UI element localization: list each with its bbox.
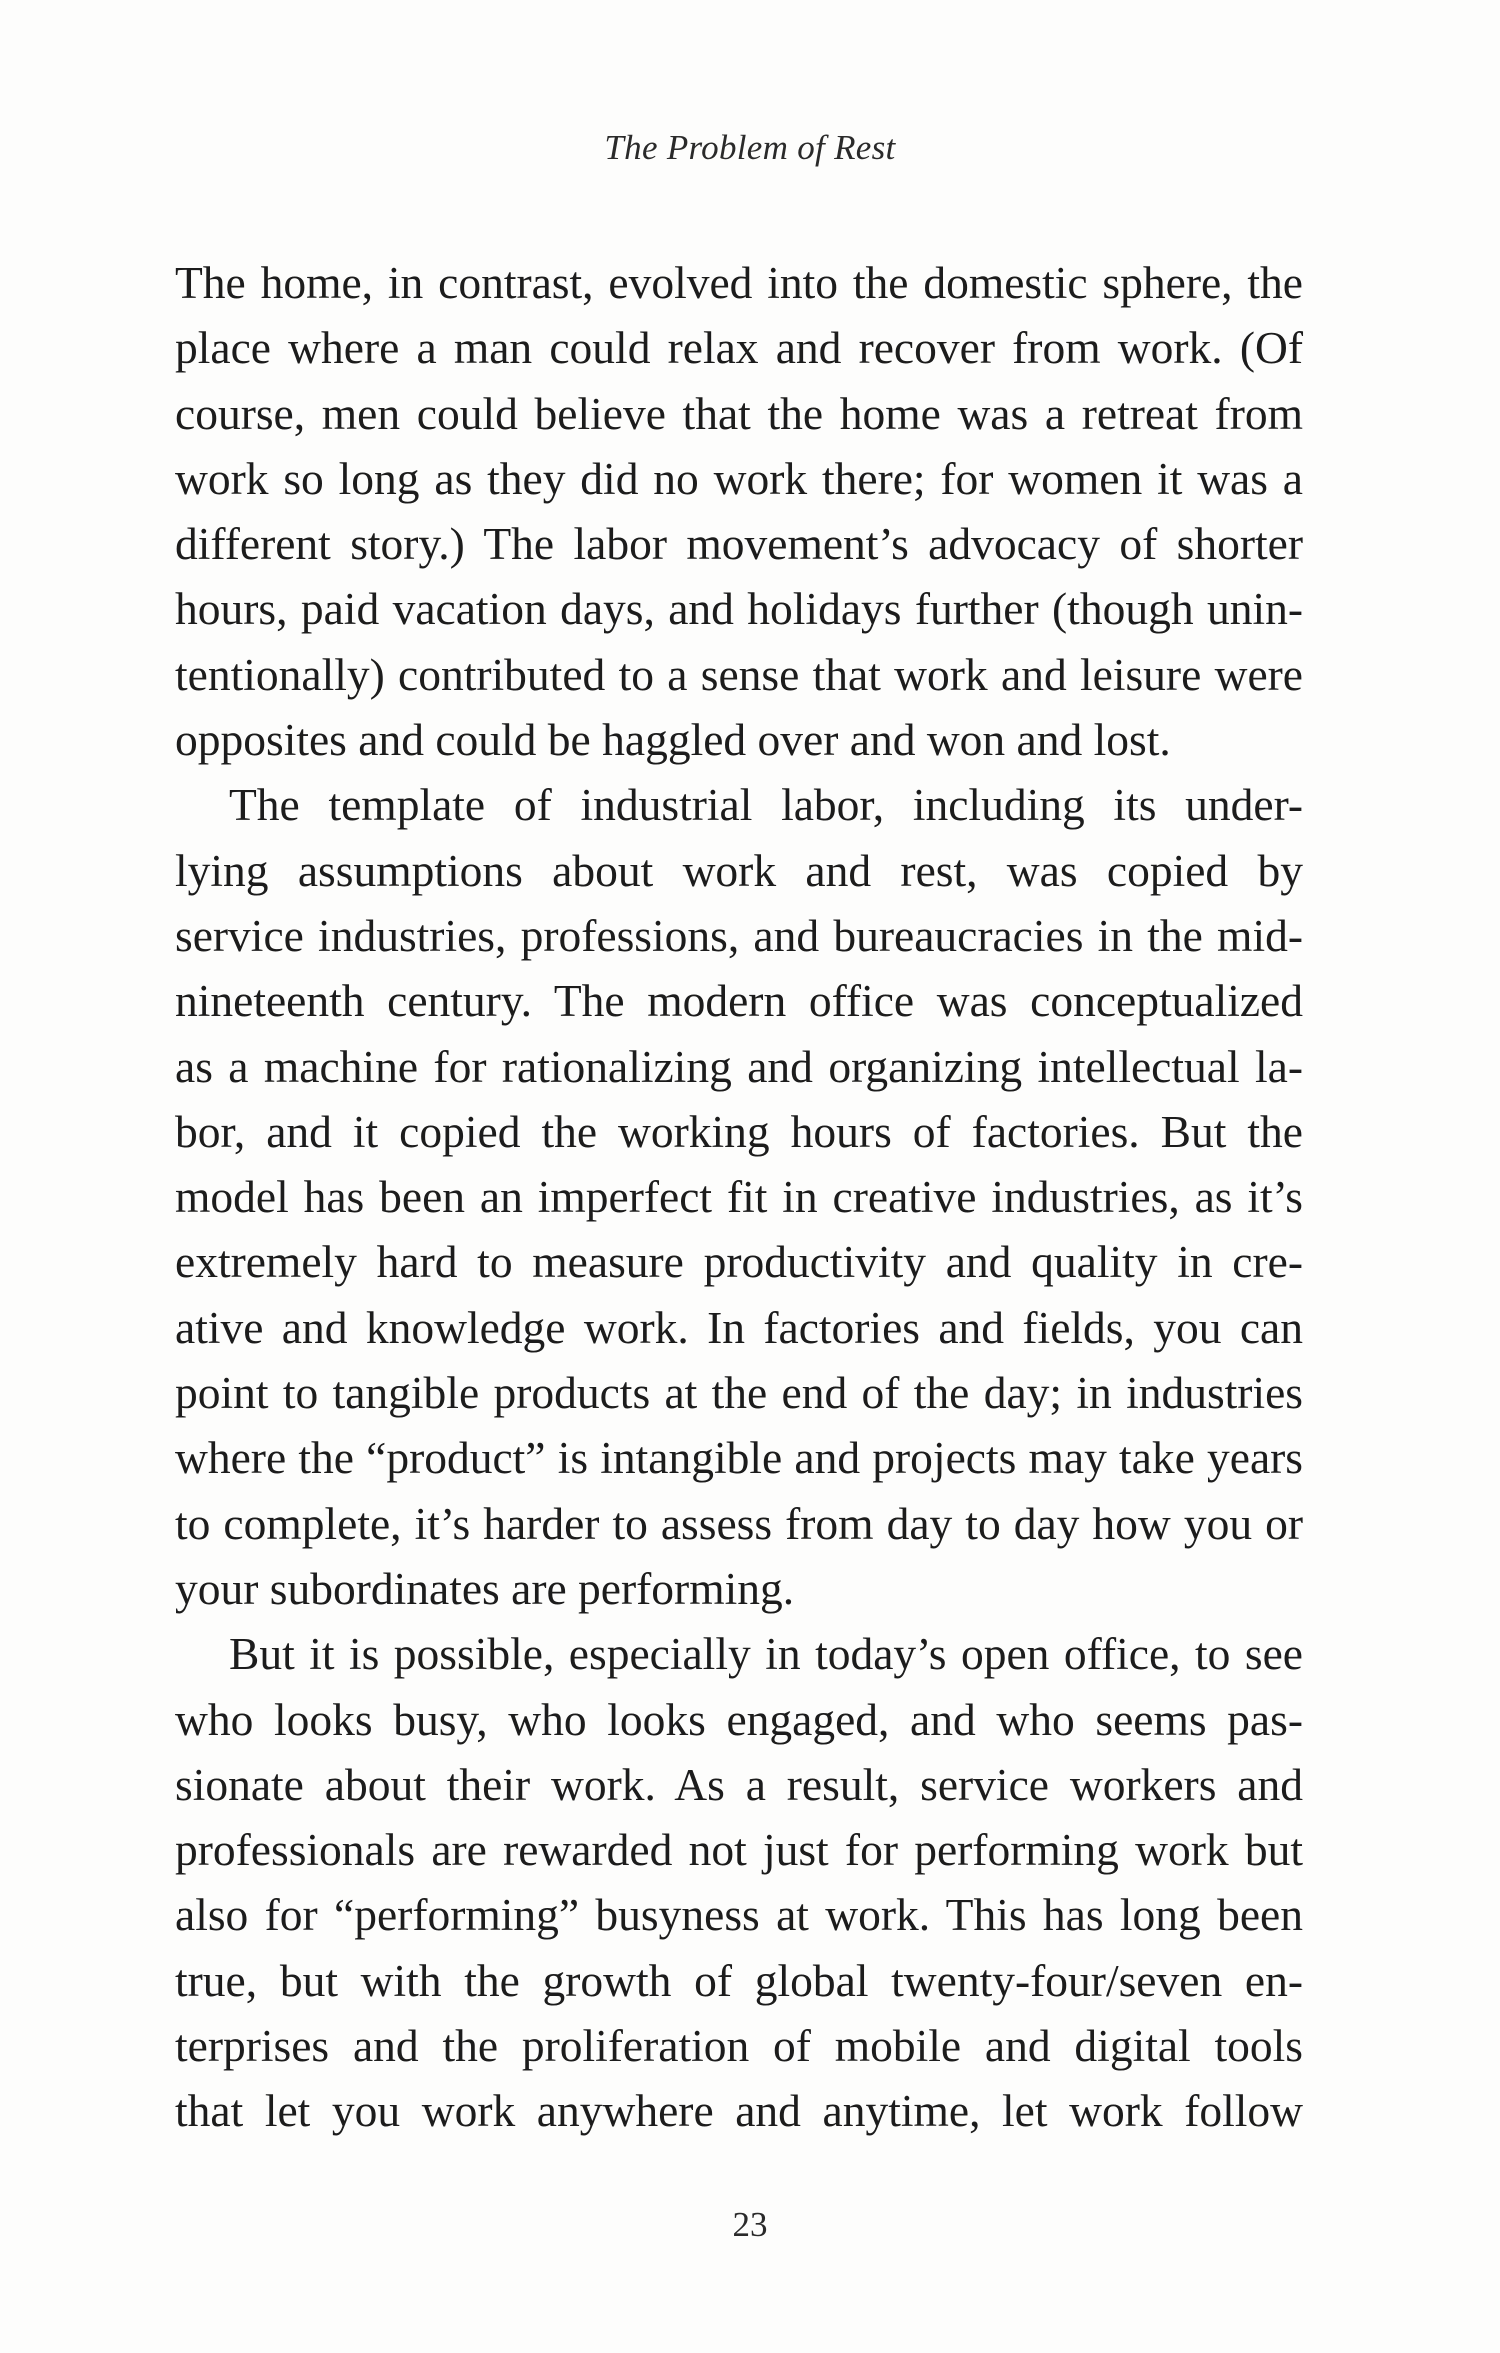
- text-line: hours, paid vacation days, and holidays further (though unin-: [175, 583, 1303, 635]
- text-line: The template of industrial labor, including its under-: [229, 779, 1303, 831]
- text-line: sionate about their work. As a result, service workers and: [175, 1758, 1303, 1810]
- text-line: also for “performing” busyness at work. This has long been: [175, 1889, 1303, 1941]
- text-line: nineteenth century. The modern office was conceptualized: [175, 975, 1303, 1027]
- text-line: But it is possible, especially in today’s open office, to see: [229, 1628, 1303, 1680]
- text-line: to complete, it’s harder to assess from day to day how you or: [175, 1497, 1303, 1549]
- text-line: extremely hard to measure productivity and quality in cre-: [175, 1236, 1303, 1288]
- paragraph-1: [175, 250, 1303, 772]
- running-head: The Problem of Rest: [604, 128, 896, 167]
- page-number: 23: [732, 2205, 768, 2244]
- text-line: place where a man could relax and recover from work. (Of: [175, 322, 1303, 374]
- text-line: ative and knowledge work. In factories and fields, you can: [175, 1301, 1303, 1353]
- paragraph-3: [175, 1621, 1303, 2143]
- text-line: true, but with the growth of global twenty-four/seven en-: [175, 1954, 1303, 2006]
- text-line: where the “product” is intangible and projects may take years: [175, 1432, 1303, 1484]
- text-line: your subordinates are performing.: [175, 1562, 795, 1614]
- text-line: model has been an imperfect fit in creative industries, as it’s: [175, 1171, 1303, 1223]
- text-line: bor, and it copied the working hours of factories. But the: [175, 1105, 1303, 1157]
- text-line: terprises and the proliferation of mobile and digital tools: [175, 2020, 1303, 2072]
- text-line: work so long as they did no work there; for women it was a: [175, 452, 1303, 504]
- text-line: lying assumptions about work and rest, was copied by: [175, 844, 1303, 896]
- text-line: that let you work anywhere and anytime, let work follow: [175, 2085, 1303, 2137]
- text-line: point to tangible products at the end of the day; in industries: [175, 1367, 1303, 1419]
- text-line: who looks busy, who looks engaged, and who seems pas-: [175, 1693, 1303, 1745]
- body-text: [175, 250, 1303, 2144]
- text-line: professionals are rewarded not just for performing work but: [175, 1824, 1303, 1876]
- paragraph-2: [175, 772, 1303, 1621]
- text-line: as a machine for rationalizing and organizing intellectual la-: [175, 1040, 1303, 1092]
- text-line: course, men could believe that the home was a retreat from: [175, 387, 1303, 439]
- text-line: different story.) The labor movement’s advocacy of shorter: [175, 518, 1303, 570]
- text-line: opposites and could be haggled over and won and lost.: [175, 714, 1171, 766]
- text-line: service industries, professions, and bureaucracies in the mid-: [175, 909, 1303, 961]
- text-line: tentionally) contributed to a sense that work and leisure were: [175, 648, 1303, 700]
- text-line: The home, in contrast, evolved into the domestic sphere, the: [175, 257, 1303, 308]
